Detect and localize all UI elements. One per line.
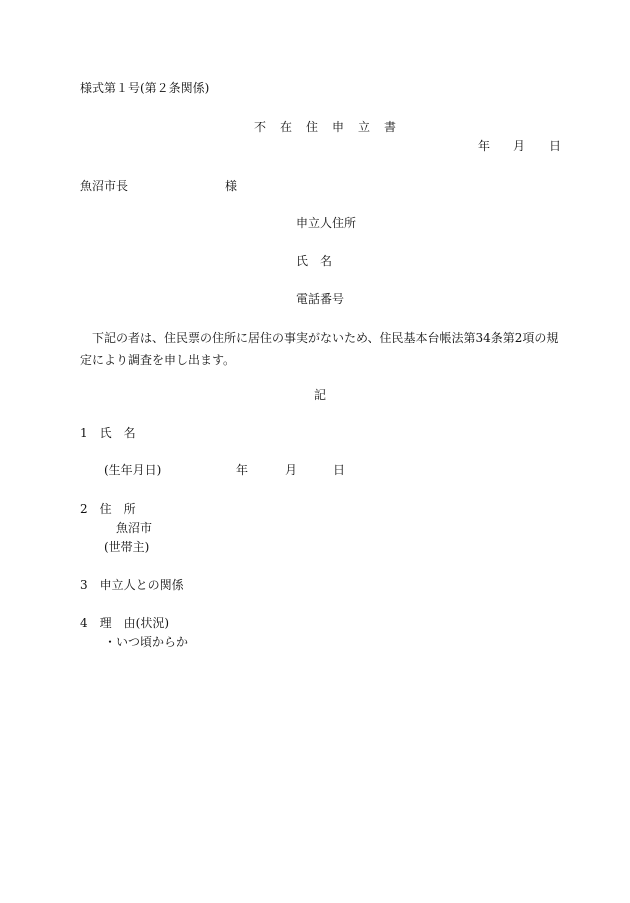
birthdate-label: (生年月日) (104, 463, 162, 477)
item3-label: 3 申立人との関係 (80, 578, 184, 592)
date-year: 年 (478, 139, 491, 153)
item4-label: 4 理 由(状況) (80, 616, 169, 630)
ki-heading: 記 (314, 388, 327, 402)
household-head-label: (世帯主) (104, 540, 150, 554)
body-paragraph: 下記の者は、住民票の住所に居住の事実がないため、住民基本台帳法第34条第2項の規定により調査を申し出ます。 (80, 331, 559, 367)
applicant-address-label: 申立人住所 (296, 216, 357, 230)
document-title: 不在住申立書 (254, 120, 411, 134)
item1-label: 1 氏 名 (80, 426, 136, 440)
date-month: 月 (513, 139, 526, 153)
birth-year: 年 (236, 463, 249, 477)
applicant-phone-label: 電話番号 (296, 292, 345, 306)
item2-label: 2 住 所 (80, 502, 136, 516)
date-day: 日 (549, 139, 562, 153)
birth-day: 日 (333, 463, 346, 477)
addressee-name: 魚沼市長 (80, 179, 129, 193)
form-number: 様式第１号(第２条関係) (80, 81, 210, 95)
applicant-name-label: 氏 名 (296, 254, 333, 268)
addressee-honorific: 様 (225, 179, 238, 193)
address-city: 魚沼市 (116, 521, 153, 535)
birth-month: 月 (285, 463, 298, 477)
reason-bullet: ・いつ頃からか (104, 635, 189, 649)
